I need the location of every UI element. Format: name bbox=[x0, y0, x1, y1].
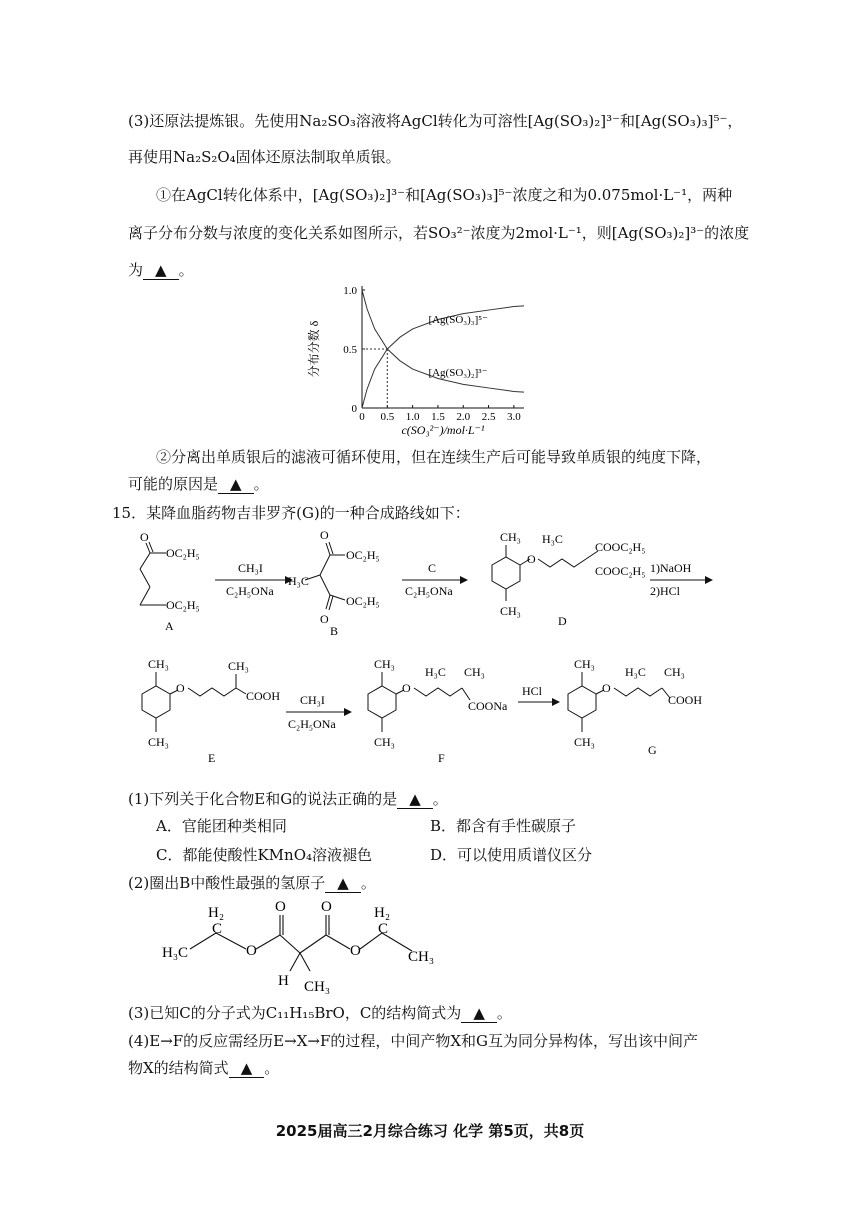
label-e: E bbox=[208, 751, 216, 765]
group-cooc2h5: COOC₂H₅ bbox=[595, 564, 646, 578]
reagent-c2h5ona: C₂H₅ONa bbox=[405, 584, 453, 598]
compound-e bbox=[142, 672, 246, 732]
compound-a bbox=[140, 542, 166, 605]
o-atom: O bbox=[176, 681, 185, 695]
group-ch3: CH₃ bbox=[304, 979, 331, 995]
period: 。 bbox=[178, 261, 194, 279]
x-tick-label: 1.0 bbox=[405, 411, 420, 423]
q15-p3 bbox=[128, 1002, 512, 1023]
x-tick-label: 2.5 bbox=[481, 411, 496, 423]
period: 。 bbox=[496, 1004, 512, 1022]
q14-3-sub2-line1: ②分离出单质银后的滤液可循环使用，但在连续生产后可能导致单质银的纯度下降， bbox=[156, 448, 712, 466]
period: 。 bbox=[264, 1059, 280, 1077]
distribution-chart bbox=[300, 278, 550, 438]
reagent-ch3i: CH₃I bbox=[300, 693, 325, 707]
o-atom: O bbox=[246, 943, 257, 959]
group-ch3: CH₃ bbox=[408, 949, 435, 965]
compound-b-structure[interactable] bbox=[150, 895, 460, 995]
option-c[interactable]: C．都能使酸性KMnO₄溶液褪色 bbox=[156, 846, 373, 864]
series-label: [Ag(SO₃)₂]³⁻ bbox=[428, 367, 488, 380]
reagent-c: C bbox=[428, 561, 437, 575]
group-h3c: H₃C bbox=[162, 945, 189, 961]
reagent-hcl: 2)HCl bbox=[650, 584, 680, 598]
period: 。 bbox=[253, 475, 269, 493]
label-b: B bbox=[330, 624, 339, 638]
group-oc2h5: OC₂H₅ bbox=[166, 546, 200, 560]
question-text: 物X的结构简式 bbox=[128, 1059, 229, 1077]
h-atom: H bbox=[278, 973, 289, 989]
question-text: (1)下列关于化合物E和G的说法正确的是 bbox=[128, 790, 398, 808]
group-ch3: CH₃ bbox=[500, 604, 521, 618]
q14-3-sub2-line2 bbox=[128, 473, 269, 494]
synthesis-route-row2 bbox=[120, 650, 730, 770]
x-axis-label: c(SO₃²⁻)/mol·L⁻¹ bbox=[401, 423, 485, 437]
group-cooh: COOH bbox=[246, 689, 281, 703]
o-atom: O bbox=[275, 899, 286, 915]
x-tick-label: 2.0 bbox=[456, 411, 471, 423]
y-tick-label: 0 bbox=[351, 403, 357, 415]
label-g: G bbox=[648, 743, 657, 757]
compound-d bbox=[492, 545, 598, 601]
reagent-naoh: 1)NaOH bbox=[650, 561, 692, 575]
group-oc2h5: OC₂H₅ bbox=[166, 598, 200, 612]
o-atom: O bbox=[402, 681, 411, 695]
y-tick-label: 0.5 bbox=[343, 344, 357, 356]
compound-f bbox=[368, 672, 470, 732]
period: 。 bbox=[432, 790, 448, 808]
q15-p4-line2 bbox=[128, 1057, 279, 1078]
reagent-c2h5ona: C₂H₅ONa bbox=[226, 584, 274, 598]
c-atom: C bbox=[212, 921, 223, 937]
group-h2: H₂ bbox=[208, 905, 225, 921]
q14-3-sub1-line3 bbox=[128, 259, 194, 280]
c-atom: C bbox=[378, 921, 389, 937]
question-text: (3)已知C的分子式为C₁₁H₁₅BrO，C的结构简式为 bbox=[128, 1004, 462, 1022]
label-f: F bbox=[438, 751, 445, 765]
answer-blank[interactable]: ▲ bbox=[325, 874, 361, 893]
q15-title: 15．某降血脂药物吉非罗齐(G)的一种合成路线如下： bbox=[112, 504, 470, 522]
q14-3-line2: 再使用Na₂S₂O₄固体还原法制取单质银。 bbox=[128, 148, 401, 166]
q15-p2 bbox=[128, 872, 376, 893]
answer-blank[interactable]: ▲ bbox=[229, 1059, 265, 1078]
reagent-ch3i: CH₃I bbox=[238, 561, 263, 575]
q14-3-sub1-line2: 离子分布分数与浓度的变化关系如图所示，若SO₃²⁻浓度为2mol·L⁻¹，则[Ag(SO₃)₂]³⁻的浓度 bbox=[128, 224, 750, 242]
option-b[interactable]: B．都含有手性碳原子 bbox=[430, 817, 577, 835]
group-ch3: CH₃ bbox=[574, 735, 595, 749]
prefix-text: 为 bbox=[128, 261, 144, 279]
o-atom: O bbox=[320, 612, 329, 626]
group-ch3: CH₃ bbox=[228, 659, 249, 673]
group-h3c: H₃C bbox=[288, 574, 309, 588]
group-ch3: CH₃ bbox=[574, 657, 595, 671]
reagent-hcl: HCl bbox=[522, 684, 543, 698]
synthesis-route-row1 bbox=[120, 525, 720, 640]
q15-p1 bbox=[128, 788, 448, 809]
group-ch3: CH₃ bbox=[664, 665, 685, 679]
group-h3c: H₃C bbox=[542, 532, 563, 546]
x-tick-label: 0.5 bbox=[380, 411, 395, 423]
o-atom: O bbox=[140, 530, 149, 544]
answer-blank[interactable]: ▲ bbox=[143, 261, 179, 280]
q15-p4-line1: (4)E→F的反应需经历E→X→F的过程，中间产物X和G互为同分异构体，写出该中间产 bbox=[128, 1032, 699, 1050]
page-footer: 2025届高三2月综合练习 化学 第5页，共8页 bbox=[275, 1122, 585, 1140]
compound-b bbox=[305, 542, 345, 610]
prefix-text: 可能的原因是 bbox=[128, 475, 219, 493]
y-axis-label: 分布分数 δ bbox=[307, 320, 321, 378]
group-cooh: COOH bbox=[668, 693, 703, 707]
q14-3-sub1-line1: ①在AgCl转化体系中，[Ag(SO₃)₂]³⁻和[Ag(SO₃)₃]⁵⁻浓度之和为0.075mol·L⁻¹，两种 bbox=[156, 186, 733, 204]
group-h3c: H₃C bbox=[425, 665, 446, 679]
o-atom: O bbox=[527, 552, 536, 566]
group-h2: H₂ bbox=[374, 905, 391, 921]
x-tick-label: 0 bbox=[359, 411, 365, 423]
y-tick-label: 1.0 bbox=[343, 285, 357, 297]
group-ch3: CH₃ bbox=[374, 657, 395, 671]
group-ch3: CH₃ bbox=[148, 735, 169, 749]
o-atom: O bbox=[320, 528, 329, 542]
option-a[interactable]: A．官能团种类相同 bbox=[156, 817, 287, 835]
x-tick-label: 1.5 bbox=[431, 411, 445, 423]
q14-3-line1: (3)还原法提炼银。先使用Na₂SO₃溶液将AgCl转化为可溶性[Ag(SO₃)₂]³⁻和[Ag(SO₃)₃]⁵⁻， bbox=[128, 112, 743, 130]
answer-blank[interactable]: ▲ bbox=[397, 790, 433, 809]
o-atom: O bbox=[350, 943, 361, 959]
compound-g bbox=[568, 672, 670, 732]
reagent-c2h5ona: C₂H₅ONa bbox=[288, 717, 336, 731]
answer-blank[interactable]: ▲ bbox=[218, 475, 254, 494]
group-cooc2h5: COOC₂H₅ bbox=[595, 540, 646, 554]
group-ch3: CH₃ bbox=[148, 657, 169, 671]
label-a: A bbox=[165, 619, 174, 633]
group-ch3: CH₃ bbox=[500, 530, 521, 544]
group-h3c: H₃C bbox=[625, 665, 646, 679]
option-d[interactable]: D．可以使用质谱仪区分 bbox=[430, 846, 593, 864]
group-coona: COONa bbox=[468, 699, 508, 713]
question-text: (2)圈出B中酸性最强的氢原子 bbox=[128, 874, 326, 892]
period: 。 bbox=[360, 874, 376, 892]
group-ch3: CH₃ bbox=[464, 665, 485, 679]
group-oc2h5: OC₂H₅ bbox=[346, 548, 380, 562]
series-label: [Ag(SO₃)₃]⁵⁻ bbox=[428, 314, 488, 327]
x-tick-label: 3.0 bbox=[507, 411, 521, 423]
o-atom: O bbox=[321, 899, 332, 915]
label-d: D bbox=[558, 614, 567, 628]
answer-blank[interactable]: ▲ bbox=[461, 1004, 497, 1023]
o-atom: O bbox=[602, 681, 611, 695]
group-ch3: CH₃ bbox=[374, 735, 395, 749]
group-oc2h5: OC₂H₅ bbox=[346, 594, 380, 608]
